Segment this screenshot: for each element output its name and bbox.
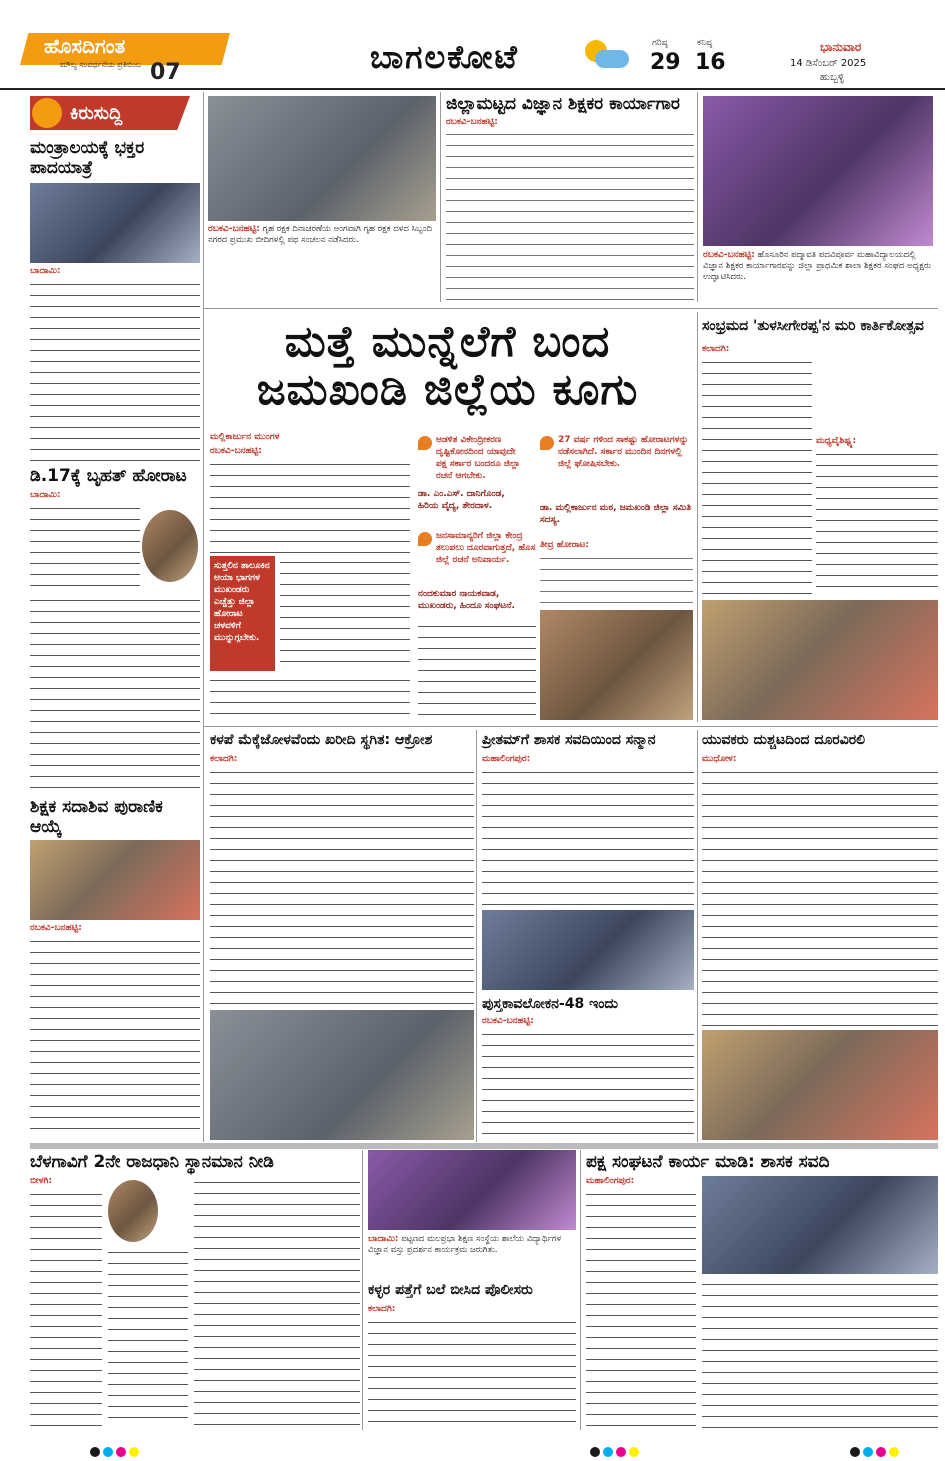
lead-body-4 [540,552,693,607]
temp-min-label: ಕನಿಷ್ಠ [697,38,713,48]
capital-body-3 [194,1176,360,1428]
party-body-2 [702,1278,938,1428]
lead-quote-2: 27 ವರ್ಷ ಗಳಿಂದ ಸಾಕಷ್ಟು ಹೋರಾಟಗಳನ್ನು ನಡೆಸಲಾಗಿದೆ. ಸರ್ಕಾರ ಮುಂದಿನ ದಿನಗಳಲ್ಲಿ ಜಿಲ್ಲೆ ಘೋಷಿಸಬೇಕು. [558,435,689,469]
quote-icon [418,532,432,546]
district-title: ಬಾಗಲಕೋಟೆ [370,38,519,76]
brief-dateline-2: ಬಾದಾಮಿ: [30,490,61,500]
brief-headline-3: ಶಿಕ್ಷಕ ಸದಾಶಿವ ಪುರಾಣಿಕ ಆಯ್ಕೆ [30,797,163,837]
capital-body-2 [108,1246,188,1428]
hand-icon [32,98,62,128]
brief-dateline-3: ರಬಕವಿ-ಬನಹಟ್ಟಿ: [30,923,82,933]
lead-quote-2-name: ಡಾ. ಮಲ್ಲಿಕಾರ್ಜುನ ಮಠ, ಜಮಖಂಡಿ ಜಿಲ್ಲಾ ಸಮಿತಿ ಸದಸ್ಯ. [540,503,691,525]
temp-max: 29 [650,50,681,75]
capital-body-1 [30,1188,102,1428]
print-registration-marks [590,1442,642,1461]
felicitation-headline: ಪ್ರೀತಮ್‌ಗೆ ಶಾಸಕ ಸವದಿಯಿಂದ ಸನ್ಮಾನ [482,732,656,748]
temp-max-label: ಗರಿಷ್ಠ [652,38,668,48]
lead-callout-box: ಸುತ್ತಲಿನ ತಾಲೂಕಿನ ಆಯಾ ಭಾಗಗಳ ಮುಖಂಡರು ಎಚ್ಚೆತ್ತು ಜಿಲ್ಲಾ ಹೋರಾಟ ಚಳವಳಿಗೆ ಮುನ್ನುಗ್ಗಬೇಕು. [210,556,275,671]
column-rule [440,92,441,302]
brief-photo-3 [30,840,200,920]
science-workshop-photo [703,96,933,246]
karthikotsava-subhead: ಮಧ್ಯವೈಶಿಷ್ಟ್ಯ: [816,436,857,446]
karthikotsava-body-2 [816,448,938,596]
section-rule [203,726,938,727]
maize-body [210,766,474,1006]
brief-dateline-1: ಬಾದಾಮಿ: [30,266,61,276]
lead-body-2 [280,556,410,671]
lead-byline: ಮಲ್ಲಿಕಾರ್ಜುನ ಮುಂಗಳ [210,432,280,442]
temp-min: 16 [695,50,726,75]
page-number: 07 [150,60,181,85]
school-photo [368,1150,576,1230]
section-rule [203,308,938,309]
column-rule [697,92,698,302]
lead-photo [540,610,693,720]
maize-headline: ಕಳಪೆ ಮೆಕ್ಕೆಜೋಳವೆಂದು ಖರೀದಿ ಸ್ಥಗಿತ: ಆಕ್ರೋಶ [210,732,433,748]
brief-body-2 [30,502,140,592]
quote-icon [418,436,432,450]
maize-dateline: ಕಲಾದಗಿ: [210,754,238,764]
karthikotsava-body-1 [702,356,812,596]
party-photo [702,1176,938,1274]
book-review-body [482,1028,694,1140]
lead-quote-3-name: ನಂದಕುಮಾರ ನಾಯಕವಾಡ, ಮುಖಂಡರು, ಹಿಂದೂ ಸಂಘಟನೆ. [418,589,515,611]
lead-body-3 [210,674,410,722]
lead-headline: ಮತ್ತೆ ಮುನ್ನೆಲೆಗೆ ಬಂದ ಜಮಖಂಡಿ ಜಿಲ್ಲೆಯ ಕೂಗು [256,317,639,415]
section-banner-label: ಕಿರುಸುದ್ದಿ [70,103,123,124]
school-caption: ಬಾದಾಮಿ: ಪಟ್ಟಣದ ಮಲಪ್ರಭಾ ಶಿಕ್ಷಣ ಸಂಸ್ಥೆಯ ಶಾಲೆಯ ವಿದ್ಯಾರ್ಥಿಗಳ ವಿಜ್ಞಾನ ವಸ್ತು ಪ್ರದರ್ಶನ ಕಾರ್ಯಕ್ರಮ ಜರುಗಿತು. [368,1234,562,1255]
brief-body-3 [30,935,200,1135]
karthikotsava-headline: ಸಂಭ್ರಮದ 'ತುಳಸೀಗೇರಪ್ಪ'ನ ಮರಿ ಕಾರ್ತಿಕೋತ್ಸವ [702,318,924,334]
column-rule [697,730,698,1142]
science-workshop-headline: ಜಿಲ್ಲಾಮಟ್ಟದ ವಿಜ್ಞಾನ ಶಿಕ್ಷಕರ ಕಾರ್ಯಾಗಾರ [446,94,680,114]
youth-headline: ಯುವಕರು ದುಶ್ಚಟದಿಂದ ದೂರವಿರಲಿ [702,732,866,748]
maize-photo [210,1010,474,1140]
capital-portrait [108,1180,158,1242]
column-rule [362,1150,363,1430]
lead-quote-3: ಜನಸಾಮಾನ್ಯರಿಗೆ ಜಿಲ್ಲಾ ಕೇಂದ್ರ ತಲುಪಲು ದೂರವಾಗುತ್ತದೆ, ಹೊಸ ಜಿಲ್ಲೆ ರಚನೆ ಅನಿವಾರ್ಯ. [436,531,536,565]
column-rule [476,730,477,1142]
print-registration-marks [850,1442,902,1461]
print-registration-marks [90,1442,142,1461]
brief-headline-2: ಡಿ.17ಕ್ಕೆ ಬೃಹತ್ ಹೋರಾಟ [30,466,187,486]
brief-photo-1 [30,183,200,263]
science-workshop-caption: ರಬಕವಿ-ಬನಹಟ್ಟಿ: ಹೊಸೂರಿನ ಪದ್ಮಾವತಿ ಪದವಿಪೂರ್ವ ಮಹಾವಿದ್ಯಾಲಯದಲ್ಲಿ ವಿಜ್ಞಾನ ಶಿಕ್ಷಕರ ಕಾರ್ಯಾಗಾರವನ್ನು ಜಿಲ್ಲಾ ಪ್ರಾಥಮಿಕ ಶಾಲಾ ಶಿಕ್ಷಕರ ಸಂಘದ ಅಧ್ಯಕ್ಷರು ಉದ್ಘಾಟಿಸಿದರು. [703,250,932,282]
lead-dateline: ರಬಕವಿ-ಬನಹಟ್ಟಿ: [210,446,262,456]
karthikotsava-photo [702,600,938,720]
science-workshop-body [446,128,694,300]
party-dateline: ಮಹಾಲಿಂಗಪುರ: [586,1176,635,1186]
logo-tagline: ಮೌಲ್ಯ ಸಂವರ್ಧನೆಯ ಪ್ರತಿಬಿಂಬ [60,60,142,69]
book-review-dateline: ರಬಕವಿ-ಬನಹಟ್ಟಿ: [482,1016,534,1026]
felicitation-body [482,766,694,906]
lead-quote-1: ಆಡಳಿತ ವಿಕೇಂದ್ರೀಕರಣ ದೃಷ್ಟಿಕೋನದಿಂದ ಯಾವುದೇ ಪಕ್ಷ ಸರ್ಕಾರ ಬಂದರೂ ಜಿಲ್ಲಾ ರಚನೆ ಆಗಬೇಕು. [436,435,521,481]
felicitation-dateline: ಮಹಾಲಿಂಗಪುರ: [482,754,531,764]
cloud-icon [595,50,629,68]
brief-body-1 [30,278,200,463]
youth-body [702,766,938,1026]
capital-headline: ಬೆಳಗಾವಿಗೆ 2ನೇ ರಾಜಧಾನಿ ಸ್ಥಾನಮಾನ ನೀಡಿ [30,1152,274,1172]
newspaper-logo: ಹೊಸದಿಗಂತ [44,34,126,58]
lead-body-5 [418,620,536,722]
home-guards-caption: ರಬಕವಿ-ಬನಹಟ್ಟಿ: ಗೃಹ ರಕ್ಷಕ ದಿನಾಚರಣೆಯ ಅಂಗವಾಗಿ ಗೃಹ ರಕ್ಷಕ ದಳದ ಸಿಬ್ಬಂದಿ ನಗರದ ಪ್ರಮುಖ ಬೀದಿಗಳಲ್ಲಿ ಪಥ ಸಂಚಲನ ನಡೆಸಿದರು. [208,224,433,245]
brief-portrait-2 [142,510,198,582]
thieves-body [368,1316,576,1428]
science-workshop-dateline: ರಬಕವಿ-ಬನಹಟ್ಟಿ: [446,117,498,127]
felicitation-photo [482,910,694,990]
book-review-headline: ಪುಸ್ತಕಾವಲೋಕನ-48 ಇಂದು [482,996,618,1012]
party-headline: ಪಕ್ಷ ಸಂಘಟನೆ ಕಾರ್ಯ ಮಾಡಿ: ಶಾಸಕ ಸವದಿ [586,1152,830,1172]
home-guards-photo [208,96,436,221]
column-rule [203,92,204,1142]
brief-headline-1: ಮಂತ್ರಾಲಯಕ್ಕೆ ಭಕ್ತರ ಪಾದಯಾತ್ರೆ [30,138,145,178]
capital-dateline: ಬೀಳಗಿ: [30,1176,53,1186]
edition-city: ಹುಬ್ಬಳ್ಳಿ [820,72,845,83]
column-rule [580,1150,581,1430]
thieves-headline: ಕಳ್ಳರ ಪತ್ತೆಗೆ ಬಲೆ ಬೀಸಿದ ಪೊಲೀಸರು [368,1282,533,1298]
karthikotsava-dateline: ಕಲಾದಗಿ: [702,344,730,354]
lead-body-1 [210,458,410,553]
brief-body-2b [30,594,200,794]
section-divider [30,1143,938,1149]
date-full: 14 ಡಿಸೆಂಬರ್ 2025 [790,58,867,69]
lead-dateline-2: ತೀವ್ರ ಹೋರಾಟ: [540,540,590,550]
party-body-1 [586,1188,696,1428]
date-day: ಭಾನುವಾರ [820,40,862,54]
thieves-dateline: ಕಲಾದಗಿ: [368,1304,396,1314]
youth-photo [702,1030,938,1140]
quote-icon [540,436,554,450]
column-rule [697,312,698,722]
youth-dateline: ಮುಧೋಳ: [702,754,737,764]
lead-quote-1-name: ಡಾ. ಎಂ.ಎಸ್. ದಾನಿಗೊಂಡ, ಹಿರಿಯ ವೈದ್ಯ, ತೇರದಾಳ. [418,489,505,511]
